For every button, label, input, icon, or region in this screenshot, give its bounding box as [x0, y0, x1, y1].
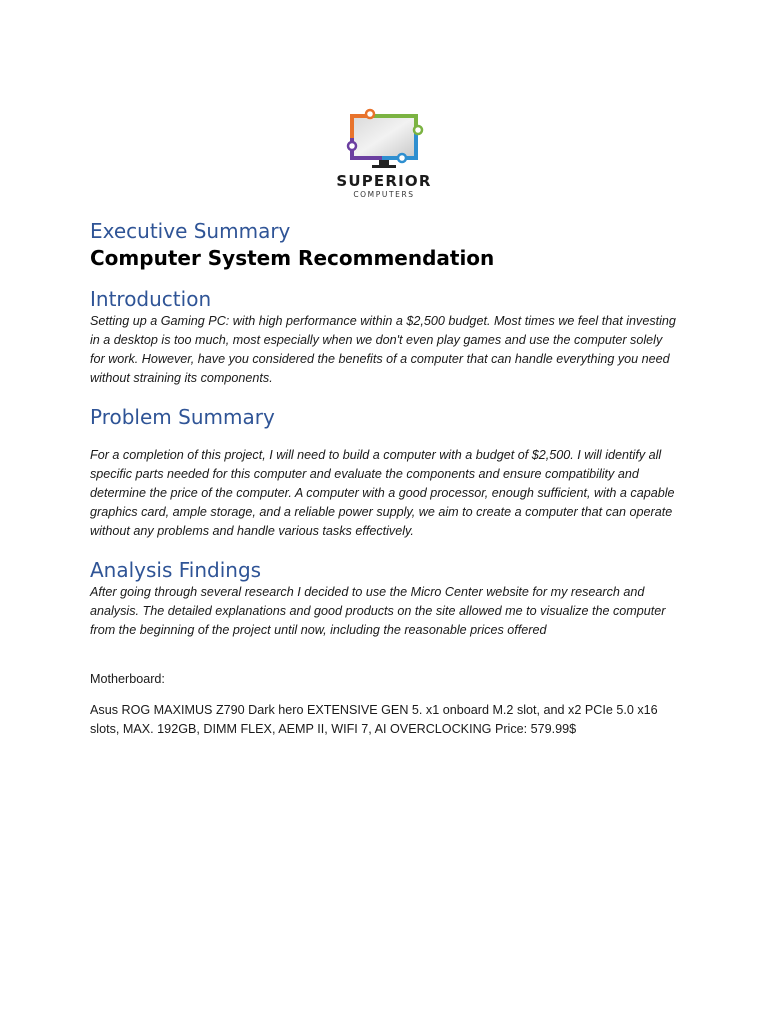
logo-subtitle: COMPUTERS	[353, 190, 415, 199]
recommendation-title: Computer System Recommendation	[90, 246, 495, 270]
motherboard-description: Asus ROG MAXIMUS Z790 Dark hero EXTENSIVE GEN 5. x1 onboard M.2 slot, and x2 PCIe 5.0 x16 slots, MAX. 192GB, DIMM FLEX, AEMP II, WIFI 7, AI OVERCLOCKING Price: 579.99$	[90, 703, 658, 736]
superior-computers-logo	[332, 108, 436, 204]
problem-summary-paragraph: For a completion of this project, I will need to build a computer with a budget of $2,500. I will identify all specific parts needed for this computer and evaluate the components and ensure compatibility and determine the price of the computer. A computer with a good processor, enough sufficient, with a capable graphics card, ample storage, and a reliable power supply, we aim to create a computer that can operate without any problems and handle various tasks effectively.	[90, 448, 675, 538]
analysis-findings-heading: Analysis Findings	[90, 558, 262, 582]
logo-wordmark: SUPERIOR	[336, 172, 432, 190]
executive-summary-heading: Executive Summary	[90, 219, 291, 243]
introduction-heading: Introduction	[90, 287, 212, 311]
motherboard-label: Motherboard:	[90, 672, 165, 686]
monitor-logo-icon	[332, 108, 436, 172]
analysis-paragraph-continued: from the beginning of the project until now, including the reasonable prices offered	[90, 623, 547, 637]
document-body	[90, 218, 680, 739]
analysis-paragraph-italic: After going through several research I decided to use the Micro Center website for my research and analysis. The detailed explanations and good products on the site allowed me to visualize the computer	[90, 585, 666, 618]
introduction-paragraph: Setting up a Gaming PC: with high performance within a $2,500 budget. Most times we feel that investing in a desktop is too much, most especially when we don't even play games and use the computer solely for work. However, have you considered the benefits of a computer that can handle everything you need without straining its components.	[90, 314, 676, 385]
problem-summary-heading: Problem Summary	[90, 405, 275, 429]
